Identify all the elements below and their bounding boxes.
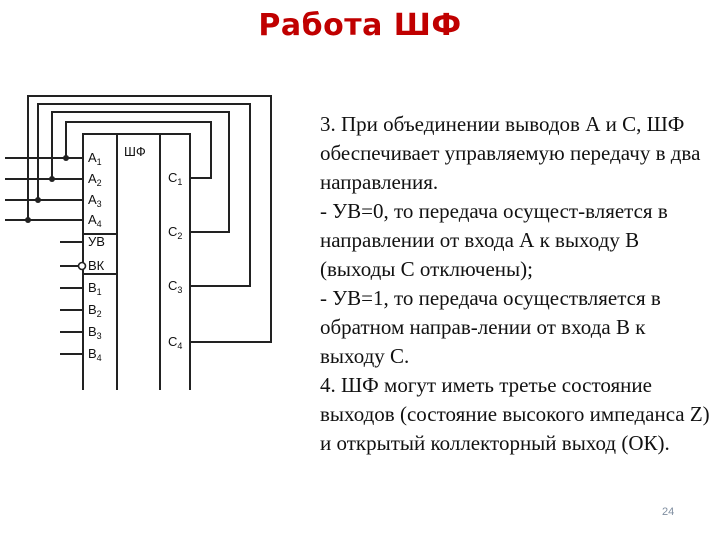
pin-label-c4: $C_4$	[168, 334, 183, 351]
pin-label-a3: $A_3$	[88, 192, 102, 209]
paragraph-third-state: 4. ШФ могут иметь третье состояние выходов (состояние высокого импеданса Z) и открытый коллекторный выход (ОК).	[320, 373, 710, 455]
pin-label-вк: ВК	[88, 258, 105, 273]
pin-label-a4: $A_4$	[88, 212, 102, 229]
paragraph-uv0: - УВ=0, то передача осущест-вляется в направлении от входа А к выходу В (выходы С отключены);	[320, 199, 668, 281]
paragraph-uv1: - УВ=1, то передача осуществляется в обратном направ-лении от входа В к выходу С.	[320, 286, 661, 368]
feedback-wire-c2-a2	[52, 112, 229, 232]
pin-label-c2: $C_2$	[168, 224, 183, 241]
slide-body-text	[320, 110, 712, 458]
pin-label-c3: $C_3$	[168, 278, 183, 295]
pin-label-b2: $B_2$	[88, 302, 102, 319]
pin-label-b4: $B_4$	[88, 346, 102, 363]
pin-label-a1: $A_1$	[88, 150, 102, 167]
inversion-bubble	[79, 263, 86, 270]
feedback-wire-c3-a3	[38, 104, 250, 286]
pin-label-c1: $C_1$	[168, 170, 183, 187]
pin-label-a2: $A_2$	[88, 171, 102, 188]
slide-title: Работа ШФ	[258, 8, 462, 43]
pin-label-b1: $B_1$	[88, 280, 102, 297]
junction-dot	[63, 155, 69, 161]
paragraph-ab-to-c: 3. При объединении выводов А и С, ШФ обеспечивает управляемую передачу в два направления.	[320, 112, 701, 194]
buffer-chip-diagram	[0, 90, 300, 390]
junction-dot	[49, 176, 55, 182]
feedback-wire-c1-a1	[190, 132, 206, 178]
junction-dot	[35, 197, 41, 203]
pin-label-b3: $B_3$	[88, 324, 102, 341]
chip-label: ШФ	[124, 144, 146, 159]
pin-label-ув: УВ	[88, 234, 105, 249]
junction-dot	[25, 217, 31, 223]
page-number: 24	[662, 506, 675, 518]
